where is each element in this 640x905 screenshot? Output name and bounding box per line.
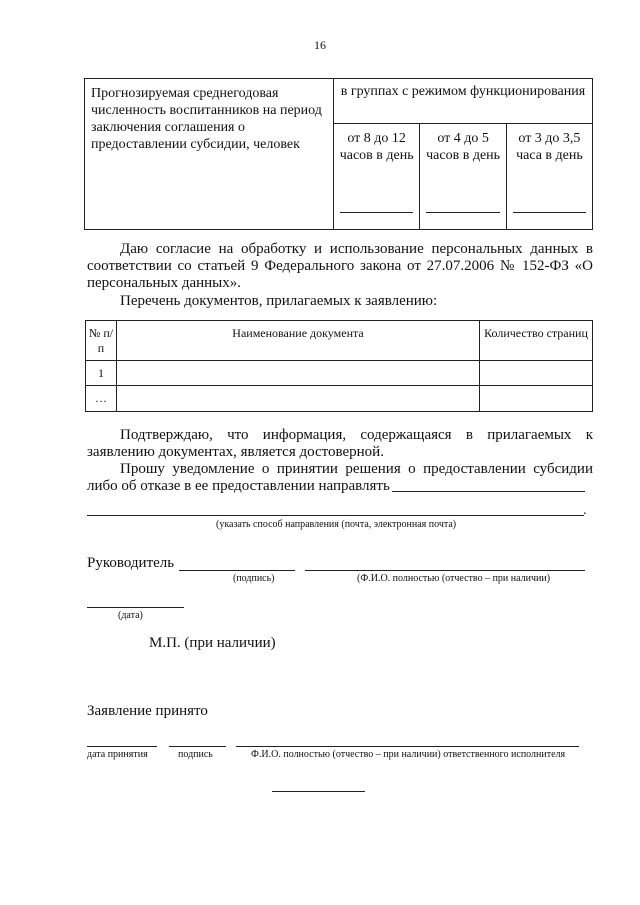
- input-line[interactable]: [426, 212, 499, 213]
- input-line[interactable]: [513, 212, 586, 213]
- row-num: 1: [86, 361, 117, 386]
- doc-name-cell[interactable]: [117, 386, 480, 412]
- mode-col-4-5: от 4 до 5 часов в день: [420, 124, 506, 230]
- forecast-table: [84, 78, 593, 230]
- row-num: …: [86, 386, 117, 412]
- method-line-1[interactable]: [392, 491, 585, 492]
- consent-paragraph: Даю согласие на обработку и использование персональных данных в соответствии со статьей 9 Федерального закона от 27.07.2006 № 152-ФЗ «О персональных данных».: [87, 241, 593, 291]
- fio-hint: (Ф.И.О. полностью (отчество – при наличии): [357, 573, 551, 584]
- head-fio-line[interactable]: [305, 570, 585, 571]
- accept-fio-hint: Ф.И.О. полностью (отчество – при наличии) ответственного исполнителя: [251, 749, 566, 760]
- head-label: Руководитель: [87, 555, 175, 571]
- page-number: 16: [314, 38, 326, 52]
- stamp-label: М.П. (при наличии): [149, 635, 276, 651]
- col-name-header: Наименование документа: [117, 321, 480, 361]
- mode-col-3-3.5: от 3 до 3,5 часа в день: [506, 124, 592, 230]
- date-line[interactable]: [87, 607, 184, 608]
- col-pages-header: Количество страниц: [480, 321, 593, 361]
- accept-date-hint: дата принятия: [87, 749, 148, 760]
- doc-pages-cell[interactable]: [480, 361, 593, 386]
- accepted-label: Заявление принято: [87, 703, 208, 719]
- documents-table: [85, 320, 593, 412]
- accept-date-line[interactable]: [87, 746, 157, 747]
- head-signature-line[interactable]: [179, 570, 295, 571]
- end-divider: [272, 791, 365, 792]
- doc-name-cell[interactable]: [117, 361, 480, 386]
- input-line[interactable]: [340, 212, 413, 213]
- group-header: в группах с режимом функционирования: [333, 79, 592, 124]
- signature-hint: (подпись): [233, 573, 275, 584]
- accept-sign-hint: подпись: [178, 749, 213, 760]
- method-hint: (указать способ направления (почта, электронная почта): [216, 519, 457, 530]
- col-num-header: № п/п: [86, 321, 117, 361]
- doc-pages-cell[interactable]: [480, 386, 593, 412]
- forecast-label: Прогнозируемая среднегодовая численность воспитанников на период заключения соглашения о предоставлении субсидии, человек: [85, 79, 334, 230]
- date-hint: (дата): [118, 610, 143, 621]
- confirm-paragraph: Подтверждаю, что информация, содержащаяся в прилагаемых к заявлению документах, является достоверной.: [87, 427, 593, 460]
- mode-col-8-12: от 8 до 12 часов в день: [333, 124, 419, 230]
- accept-fio-line[interactable]: [236, 746, 579, 747]
- method-line-2[interactable]: [87, 515, 584, 516]
- docs-list-title: Перечень документов, прилагаемых к заявлению:: [120, 293, 438, 309]
- accept-sign-line[interactable]: [169, 746, 226, 747]
- request-paragraph: Прошу уведомление о принятии решения о предоставлении субсидии либо об отказе в ее предоставлении направлять: [87, 461, 593, 494]
